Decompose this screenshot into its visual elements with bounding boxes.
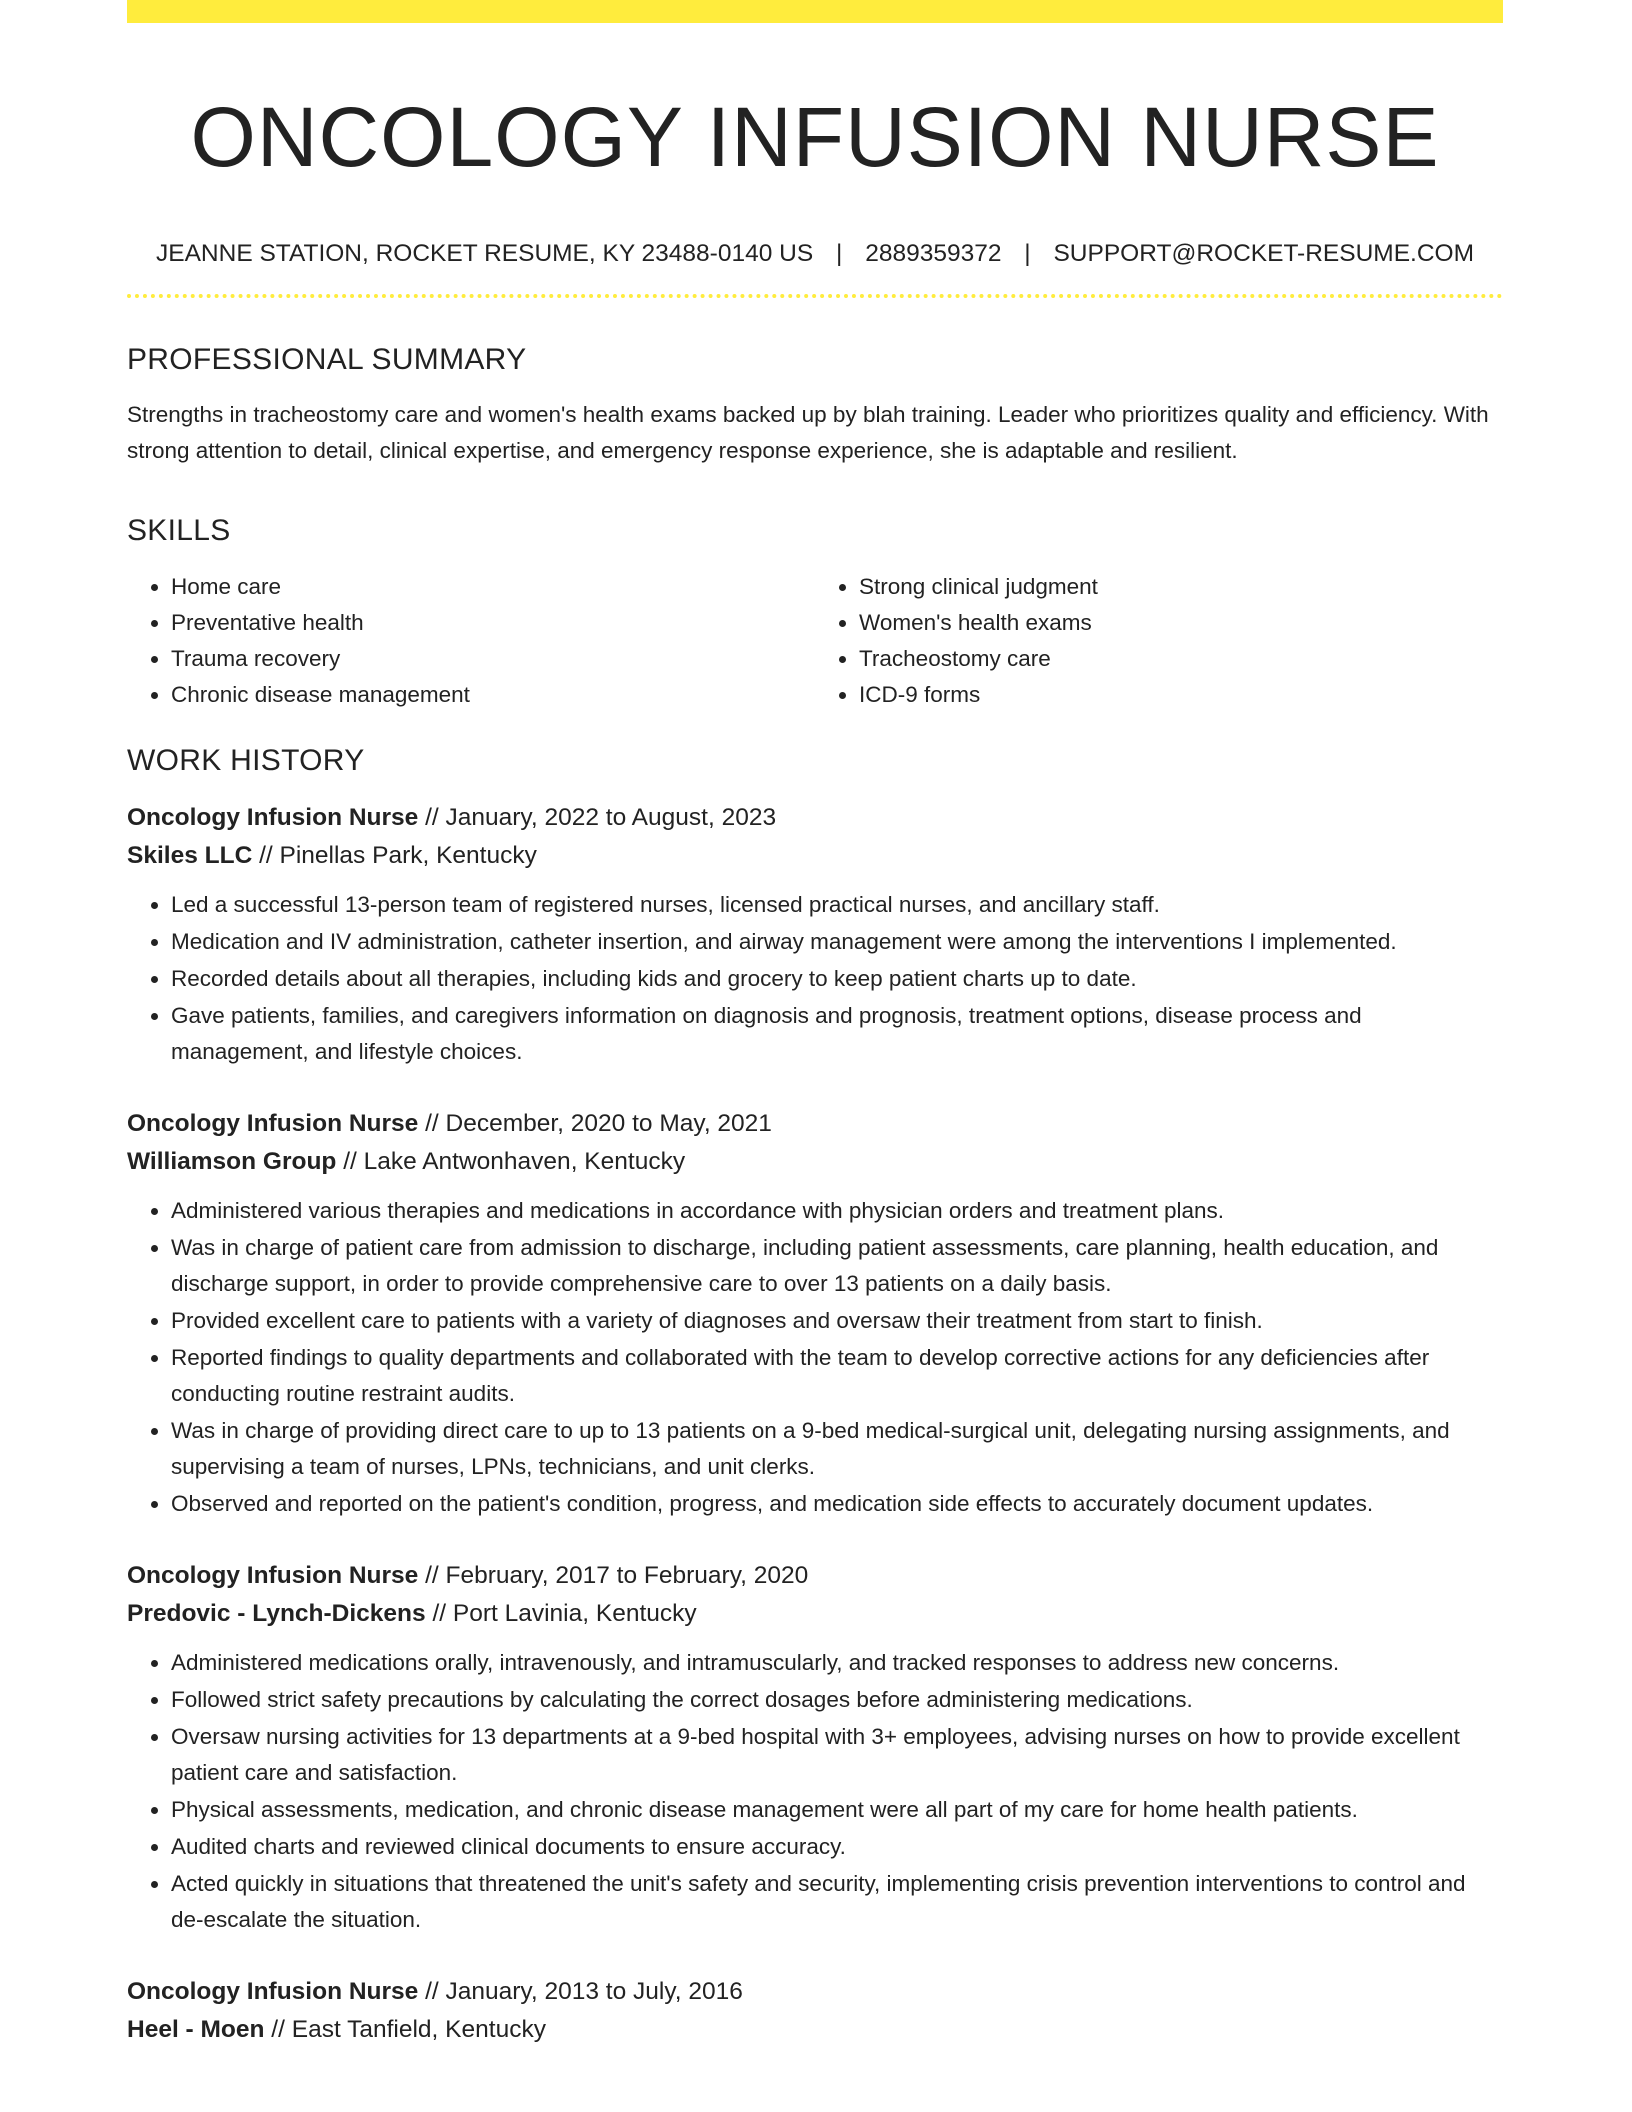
job-title: Oncology Infusion Nurse <box>127 1110 419 1137</box>
contact-address: JEANNE STATION, ROCKET RESUME, KY 23488-0140 US <box>156 240 814 267</box>
skills-columns <box>127 569 1503 713</box>
skills-list-right <box>815 569 1503 713</box>
job-bullet: • Reported findings to quality departments and collaborated with the team to develop corrective actions for any deficiencies after conducting routine restraint audits. <box>171 1340 1503 1412</box>
job-entry <box>127 799 1503 1070</box>
job-bullet: • Oversaw nursing activities for 13 departments at a 9-bed hospital with 3+ employees, advising nurses on how to provide excellent patient care and satisfaction. <box>171 1719 1503 1791</box>
job-bullet: • Observed and reported on the patient's condition, progress, and medication side effects to accurately document updates. <box>171 1486 1503 1522</box>
job-bullet: • Gave patients, families, and caregivers information on diagnosis and prognosis, treatment options, disease process and management, and lifestyle choices. <box>171 998 1503 1070</box>
job-bullets <box>127 1645 1503 1938</box>
job-location: // Pinellas Park, Kentucky <box>252 842 537 869</box>
job-bullet: • Physical assessments, medication, and chronic disease management were all part of my care for home health patients. <box>171 1792 1503 1828</box>
job-bullet: • Followed strict safety precautions by calculating the correct dosages before administering medications. <box>171 1682 1503 1718</box>
job-title-line <box>127 799 1503 837</box>
skill-item: • Preventative health <box>171 605 815 641</box>
job-company: Williamson Group <box>127 1148 337 1175</box>
job-location: // Port Lavinia, Kentucky <box>425 1600 697 1627</box>
job-company: Predovic - Lynch-Dickens <box>127 1600 426 1627</box>
job-entry <box>127 1557 1503 1938</box>
job-bullet: • Acted quickly in situations that threatened the unit's safety and security, implementing crisis prevention interventions to control and de-escalate the situation. <box>171 1866 1503 1938</box>
job-location: // East Tanfield, Kentucky <box>264 2016 546 2043</box>
contact-separator: | <box>1024 240 1031 267</box>
job-bullet: • Was in charge of patient care from admission to discharge, including patient assessments, care planning, health education, and discharge support, in order to provide comprehensive care to over 13 patients on a daily basis. <box>171 1230 1503 1302</box>
job-title-line <box>127 1105 1503 1143</box>
job-dates: // December, 2020 to May, 2021 <box>418 1110 772 1137</box>
resume-title: ONCOLOGY INFUSION NURSE <box>190 90 1440 184</box>
job-company-line <box>127 2011 1503 2049</box>
job-bullets <box>127 887 1503 1070</box>
job-entry <box>127 1105 1503 1522</box>
summary-heading: PROFESSIONAL SUMMARY <box>127 343 527 376</box>
job-company-line <box>127 1595 1503 1633</box>
skills-list-left <box>127 569 815 713</box>
resume-page <box>127 0 1503 2049</box>
job-company-line <box>127 1143 1503 1181</box>
job-entry <box>127 1973 1503 2049</box>
dotted-divider <box>127 294 1503 298</box>
job-bullet: • Was in charge of providing direct care to up to 13 patients on a 9-bed medical-surgical unit, delegating nursing assignments, and supervising a team of nurses, LPNs, technicians, and unit clerks. <box>171 1413 1503 1485</box>
job-bullets <box>127 1193 1503 1522</box>
job-dates: // January, 2013 to July, 2016 <box>418 1978 743 2005</box>
skill-item: • Strong clinical judgment <box>859 569 1503 605</box>
job-title-line <box>127 1557 1503 1595</box>
skill-item: • Chronic disease management <box>171 677 815 713</box>
job-title: Oncology Infusion Nurse <box>127 1562 419 1589</box>
job-dates: // January, 2022 to August, 2023 <box>418 804 777 831</box>
summary-text: Strengths in tracheostomy care and women's health exams backed up by blah training. Leader who prioritizes quality and efficiency. With strong attention to detail, clinical expertise, and emergency response experience, she is adaptable and resilient. <box>127 402 1489 463</box>
job-bullet: • Provided excellent care to patients with a variety of diagnoses and oversaw their treatment from start to finish. <box>171 1303 1503 1339</box>
job-title-line <box>127 1973 1503 2011</box>
job-bullet: • Administered medications orally, intravenously, and intramuscularly, and tracked responses to address new concerns. <box>171 1645 1503 1681</box>
skill-item: • Women's health exams <box>859 605 1503 641</box>
top-accent-bar <box>127 0 1503 23</box>
job-company: Heel - Moen <box>127 2016 265 2043</box>
skill-item: • Tracheostomy care <box>859 641 1503 677</box>
contact-phone: 2889359372 <box>865 240 1002 267</box>
job-title: Oncology Infusion Nurse <box>127 804 419 831</box>
contact-email: SUPPORT@ROCKET-RESUME.COM <box>1053 240 1474 267</box>
job-bullet: • Audited charts and reviewed clinical documents to ensure accuracy. <box>171 1829 1503 1865</box>
work-history-heading: WORK HISTORY <box>127 744 365 777</box>
skill-item: • Home care <box>171 569 815 605</box>
job-bullet: • Medication and IV administration, catheter insertion, and airway management were among the interventions I implemented. <box>171 924 1503 960</box>
job-bullet: • Recorded details about all therapies, including kids and grocery to keep patient charts up to date. <box>171 961 1503 997</box>
contact-separator: | <box>836 240 843 267</box>
skill-item: • Trauma recovery <box>171 641 815 677</box>
contact-line <box>127 239 1503 269</box>
job-bullet: • Led a successful 13-person team of registered nurses, licensed practical nurses, and ancillary staff. <box>171 887 1503 923</box>
job-title: Oncology Infusion Nurse <box>127 1978 419 2005</box>
skill-item: • ICD-9 forms <box>859 677 1503 713</box>
job-location: // Lake Antwonhaven, Kentucky <box>336 1148 686 1175</box>
job-company: Skiles LLC <box>127 842 253 869</box>
job-bullet: • Administered various therapies and medications in accordance with physician orders and treatment plans. <box>171 1193 1503 1229</box>
job-dates: // February, 2017 to February, 2020 <box>418 1562 809 1589</box>
job-company-line <box>127 837 1503 875</box>
skills-heading: SKILLS <box>127 514 231 547</box>
